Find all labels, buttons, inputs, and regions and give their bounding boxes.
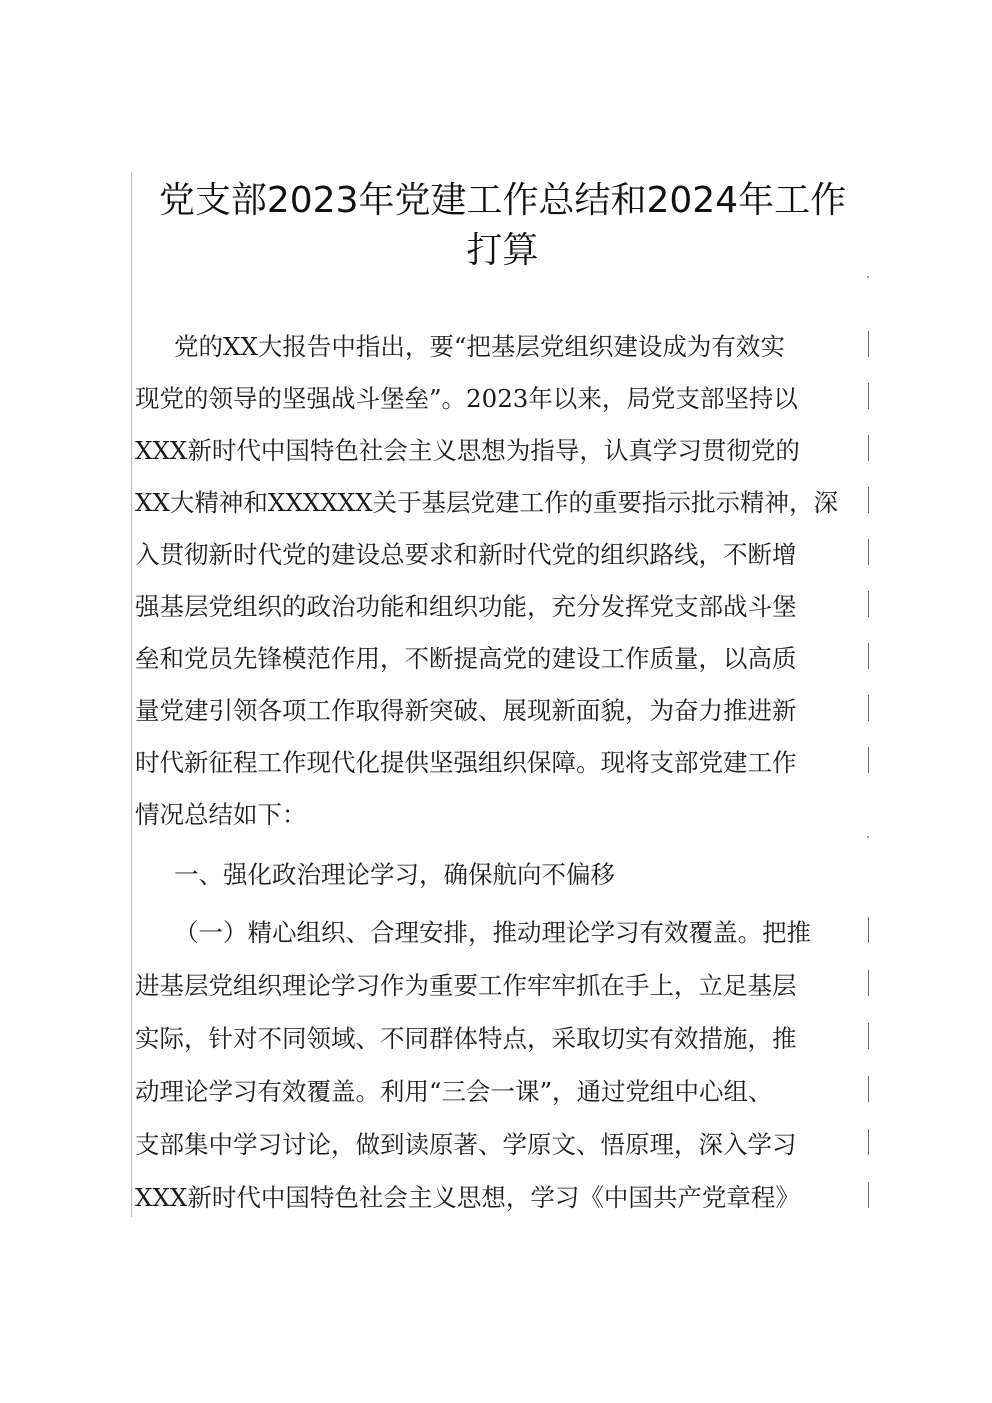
margin-mark <box>867 276 869 278</box>
line-end-marker <box>868 970 869 996</box>
paragraph1-line: XX大精神和XXXXXX关于基层党建工作的重要指示批示精神，深 <box>135 488 839 517</box>
margin-mark <box>867 836 869 838</box>
line-end-marker <box>868 1023 869 1049</box>
paragraph2-line: 进基层党组织理论学习作为重要工作牢牢抓在手上，立足基层 <box>135 971 797 1000</box>
paragraph1-line: 入贯彻新时代党的建设总要求和新时代党的组织路线，不断增 <box>135 540 797 569</box>
paragraph2-line: 支部集中学习讨论，做到读原著、学原文、悟原理，深入学习 <box>135 1130 797 1159</box>
left-margin-rule <box>131 172 132 1217</box>
line-end-marker <box>868 1129 869 1155</box>
document-title <box>135 176 870 276</box>
paragraph2-line: XXX新时代中国特色社会主义思想，学习《中国共产党章程》 <box>135 1183 800 1212</box>
paragraph2-line: 动理论学习有效覆盖。利用“三会一课”，通过党组中心组、 <box>135 1077 773 1106</box>
paragraph1-line: 量党建引领各项工作取得新突破、展现新面貌，为奋力推进新 <box>135 696 797 725</box>
title-line-1: 党支部2023年党建工作总结和2024年工作 <box>158 180 847 221</box>
line-end-marker <box>868 695 869 721</box>
title-line-2: 打算 <box>466 230 539 271</box>
paragraph1-line: 党的XX大报告中指出，要“把基层党组织建设成为有效实 <box>174 332 785 361</box>
paragraph1-line: 强基层党组织的政治功能和组织功能，充分发挥党支部战斗堡 <box>135 592 797 621</box>
paragraph1-line: 情况总结如下： <box>135 800 307 829</box>
line-end-marker <box>868 331 869 357</box>
line-end-marker <box>868 539 869 565</box>
section-heading: 一、强化政治理论学习，确保航向不偏移 <box>174 860 615 889</box>
line-end-marker <box>868 383 869 409</box>
line-end-marker <box>868 487 869 513</box>
line-end-marker <box>868 747 869 773</box>
line-end-marker <box>868 643 869 669</box>
line-end-marker <box>868 435 869 461</box>
paragraph2-line: 实际，针对不同领域、不同群体特点，采取切实有效措施，推 <box>135 1024 797 1053</box>
paragraph1-line: 时代新征程工作现代化提供坚强组织保障。现将支部党建工作 <box>135 748 797 777</box>
paragraph1-line: 现党的领导的坚强战斗堡垒”。2023年以来，局党支部坚持以 <box>135 384 798 413</box>
line-end-marker <box>868 591 869 617</box>
paragraph1-line: 垒和党员先锋模范作用，不断提高党的建设工作质量，以高质 <box>135 644 797 673</box>
line-end-marker <box>868 917 869 943</box>
paragraph2-line: （一）精心组织、合理安排，推动理论学习有效覆盖。把推 <box>174 918 811 947</box>
line-end-marker <box>868 1182 869 1208</box>
line-end-marker <box>868 1076 869 1102</box>
paragraph1-line: XXX新时代中国特色社会主义思想为指导，认真学习贯彻党的 <box>135 436 800 465</box>
